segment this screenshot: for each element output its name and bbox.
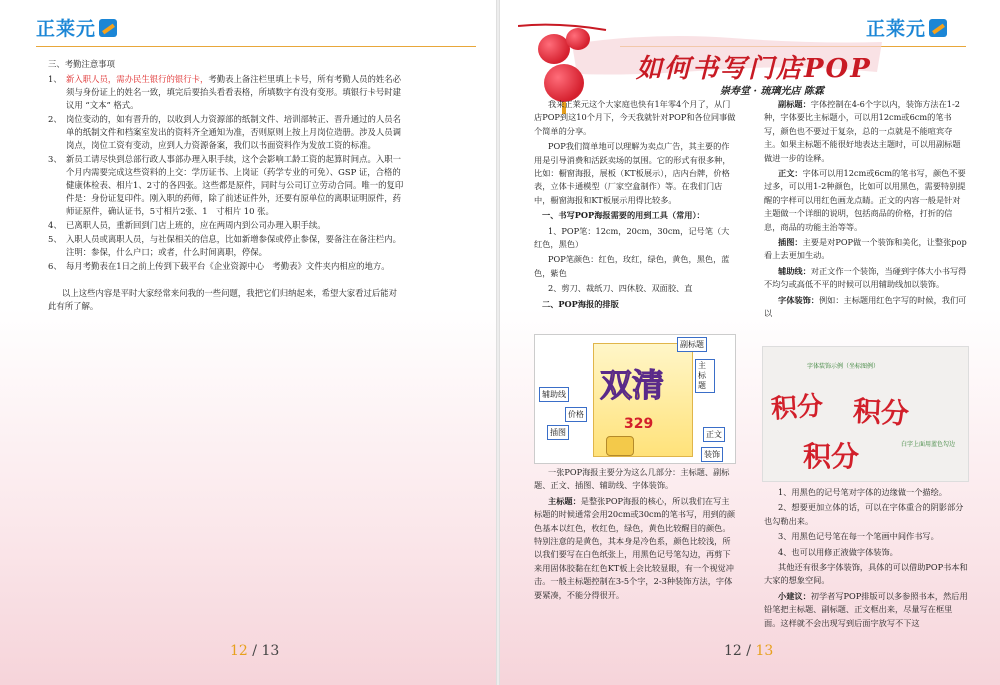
list-item (48, 219, 404, 232)
paragraph: POP我们简单地可以理解为卖点广告，其主要的作用是引导消费和活跃卖场的氛围。它的形式有很多种，比如：橱窗海报，展板（KT板展示），店内台牌，价格表，立体卡通模型（厂家空盒制作）等。在我们门店中，橱窗海报和KT板展示用得比较多。 (534, 141, 731, 205)
page-current: 12 (230, 643, 248, 659)
label-price: 价格 (565, 407, 587, 422)
header-rule (36, 46, 476, 47)
list-item (48, 233, 404, 259)
paragraph (764, 561, 968, 588)
page-separator: / (746, 643, 751, 659)
paragraph-lead: 小建议： (778, 590, 811, 601)
sample-word-1: 积分 (770, 391, 825, 425)
item-highlight: 新入职人员，需办民生银行的银行卡， (66, 74, 209, 84)
paragraph-text: 其他还有很多字体装饰，具体的可以借助POP书本和大家的想象空间。 (764, 562, 968, 586)
column-right-top (764, 98, 968, 323)
paragraph: 我来正莱元这个大家庭也快有1年零4个月了，从门店POP到这10个月下，今天我就针对POP和各位同事做个简单的分享。 (534, 99, 736, 136)
paragraph (764, 486, 968, 499)
paragraph-text: 字体可以用12cm或6cm的笔书写，颜色不要过多，可以用1-2种颜色，比如可以用黑色，需要特别提醒的字样可以用红色画龙点睛。正文的内容一般是针对主题做一个详细的说明，包括商品的价格，打折的信息，商品的功能主治等等。 (764, 168, 966, 232)
list-item (48, 260, 404, 273)
item-text: 考勤表上备注栏里填上卡号，所有考勤人员的姓名必须与身份证上的姓名一致，填完后要抬头看看表格，所填数字有没有变形。填银行卡号时建议用 “文本” 格式。 (66, 74, 401, 110)
paragraph: 2、剪刀、裁纸刀、四休胶、双面胶、直 (548, 283, 693, 294)
closing-paragraph: 以上这些内容是平时大家经常来问我的一些问题，我把它们归纳起来，希望大家看过后能对此有所了解。 (48, 288, 397, 311)
item-text: 每月考勤表在1日之前上传到下载平台《企业资源中心 考勤表》文件夹内相应的地方。 (66, 261, 390, 271)
left-page (0, 0, 496, 685)
item-text: 岗位变动的，如有晋升的，以收到人力资源部的纸制文件、培训部转正、晋升通过的人员名单的纸制文件和档案室发出的资料齐全通知为准，否则原则上按上月岗位造册。涉及人员调岗点，岗位工资有变动，应到人力资源备案，我们以书面资料作为发放工资的标准。 (66, 114, 401, 150)
column-right-bottom (764, 486, 968, 632)
page-number (230, 643, 279, 659)
section-heading: 二、POP海报的排版 (542, 298, 619, 309)
item-number: 2、 (48, 114, 62, 124)
item-number: 6、 (48, 261, 62, 271)
paragraph (534, 495, 736, 602)
photo-caption-top: 字体装饰示例（坐标图例） (807, 363, 880, 370)
article-author: 崇寿堂 · 琉璃光店 陈霖 (720, 86, 824, 97)
item-text: 已离职人员，重新回到门店上班的，应在两周内到公司办理入职手续。 (66, 220, 326, 230)
notes-list (48, 73, 404, 273)
company-logo (36, 14, 117, 41)
photo-caption-right: 白字上面用蓝色勾边 (901, 441, 956, 448)
sample-word-2: 积分 (852, 394, 910, 431)
label-decoration: 装饰 (701, 447, 723, 462)
item-number: 3、 (48, 154, 62, 164)
paragraph-text: 主要是对POP做一个装饰和美化，让整张pop看上去更加生动。 (764, 237, 967, 261)
item-text: 新员工请尽快到总部行政人事部办理入职手续，这个会影响工龄工资的起算时间点。入职一个月内需要完成这些资料的上交：学历证书、上岗证（药学专业的可免）、GSP 证，合格的健康体检表、相片1、2寸的各四张。这些都是原件，同时与公司订立劳动合同。唯一的复印件是：身份证复印件。刚入职的药师，除了前述证件外，还要有原单位的离职证明原件，药师证原件，确认证书，5寸相片2张、1 寸相片 10 张。 (66, 154, 404, 216)
paragraph (764, 98, 968, 165)
paragraph-lead: 正文： (778, 168, 803, 179)
paragraph-lead: 辅助线： (778, 265, 811, 276)
logo-text: 正莱元 (866, 18, 927, 40)
logo-mark-icon (99, 19, 117, 37)
page-current: 12 (724, 643, 742, 659)
paragraph (764, 294, 968, 321)
column-left-bottom (534, 466, 736, 604)
label-subtitle: 副标题 (677, 337, 707, 352)
pop-poster-layout-image (534, 334, 736, 464)
paragraph-text: 一张POP海报主要分为这么几部分：主标题、副标题、正文、插图、辅助线、字体装饰。 (534, 467, 730, 491)
paragraph-text: 字体控制在4-6个字以内，装饰方法在1-2种，字体要比主标题小，可以用12cm或6cm的笔书写，颜色也不要过于复杂，总的一点就是不能喧宾夺主。如果主标题不能很好地表达主题时，可以用副标题做进一步的诠释。 (764, 99, 961, 163)
paragraph (764, 236, 968, 263)
paragraph (764, 530, 968, 543)
paragraph-text: 3、用黑色记号笔在每一个笔画中间作书写。 (778, 531, 939, 542)
paragraph-lead: 字体装饰： (778, 294, 819, 305)
item-number: 5、 (48, 234, 62, 244)
paragraph-text: 对正文作一个装饰，当碰到字体大小书写得不均匀或高低不平的时候可以用辅助线加以装饰。 (764, 265, 967, 290)
label-guideline: 辅助线 (539, 387, 569, 402)
paragraph (764, 167, 968, 234)
sample-word-3: 积分 (803, 440, 860, 473)
article-title: 如何书写门店POP (636, 54, 872, 84)
paragraph (764, 546, 968, 559)
paragraph: POP笔颜色：红色，玫红，绿色，黄色，黑色，蓝色，紫色 (534, 254, 730, 278)
item-text: 入职人员或离职人员，与社保相关的信息，比如新增参保或停止参保，要备注在备注栏内。注明：参保，什么户口；或者，什么时间离职，停保。 (66, 234, 401, 257)
poster-price: 329 (624, 416, 654, 432)
list-item (48, 73, 404, 112)
list-item (48, 113, 404, 152)
paragraph (764, 265, 968, 292)
paragraph-text: 是整张POP海报的核心，所以我们在写主标题的时候通常会用20cm或30cm的笔书写，用到的颜色基本以红色，枚红色，绿色，黄色比较醒目的颜色。特别注意的是黄色，其本身是冷色系，颜色比较浅，所以我们要写在白色纸张上，用黑色记号笔勾边，再剪下来用固体胶黏在红色KT板上会比较显眼，有一个视觉冲击。一般主标题控制在3-5个字，2-3种装饰方法，字体要紧凑，不能分得很开。 (534, 495, 736, 600)
logo-text: 正莱元 (36, 18, 97, 40)
paragraph (764, 590, 968, 630)
paragraph (534, 466, 736, 493)
lantern-icon (566, 28, 590, 50)
page-total: 13 (261, 643, 280, 659)
lantern-icon (544, 64, 584, 102)
red-lanterns-decoration (522, 26, 602, 106)
page-separator: / (252, 643, 257, 659)
font-decoration-photo (762, 346, 969, 482)
label-illustration: 插图 (547, 425, 569, 440)
column-left-top (534, 98, 736, 313)
poster-headline: 双清 (600, 366, 665, 404)
item-number: 1、 (48, 74, 62, 84)
paragraph-text: 2、想要更加立体的话，可以在字体重合的阴影部分也勾勒出来。 (764, 502, 964, 526)
page-number (724, 643, 773, 659)
poster-illustration-icon (606, 436, 634, 456)
label-body-text: 正文 (703, 427, 725, 442)
paragraph-lead: 主标题： (548, 495, 581, 506)
label-main-title: 主标题 (695, 359, 715, 393)
paragraph-text: 例如：主标题用红色字写的时候，我们可以 (764, 294, 967, 319)
page-total: 13 (755, 643, 774, 659)
attendance-notes (48, 58, 404, 313)
paragraph (764, 501, 968, 528)
paragraph-lead: 副标题： (778, 99, 811, 109)
logo-mark-icon (929, 19, 947, 37)
paragraph-text: 1、用黑色的记号笔对字体的边缘做一个描绘。 (778, 487, 947, 497)
paragraph-text: 4、也可以用修正液做字体装饰。 (778, 546, 898, 557)
paragraph-lead: 插图： (778, 237, 803, 248)
section-heading: 一、书写POP海报需要的用到工具（常用）： (542, 210, 705, 221)
section-title: 三、考勤注意事项 (48, 59, 115, 69)
paragraph: 1、POP笔：12cm，20cm，30cm，记号笔（大红色，黑色） (534, 225, 730, 250)
list-item (48, 153, 404, 218)
paragraph-text: 初学者写POP排版可以多参照书本，然后用铅笔把主标题、副标题、正文框出来，尽量写在框里面。这样就不会出现写到后面字放写不下这 (764, 590, 968, 628)
item-number: 4、 (48, 220, 62, 230)
poster-artwork (593, 343, 693, 457)
